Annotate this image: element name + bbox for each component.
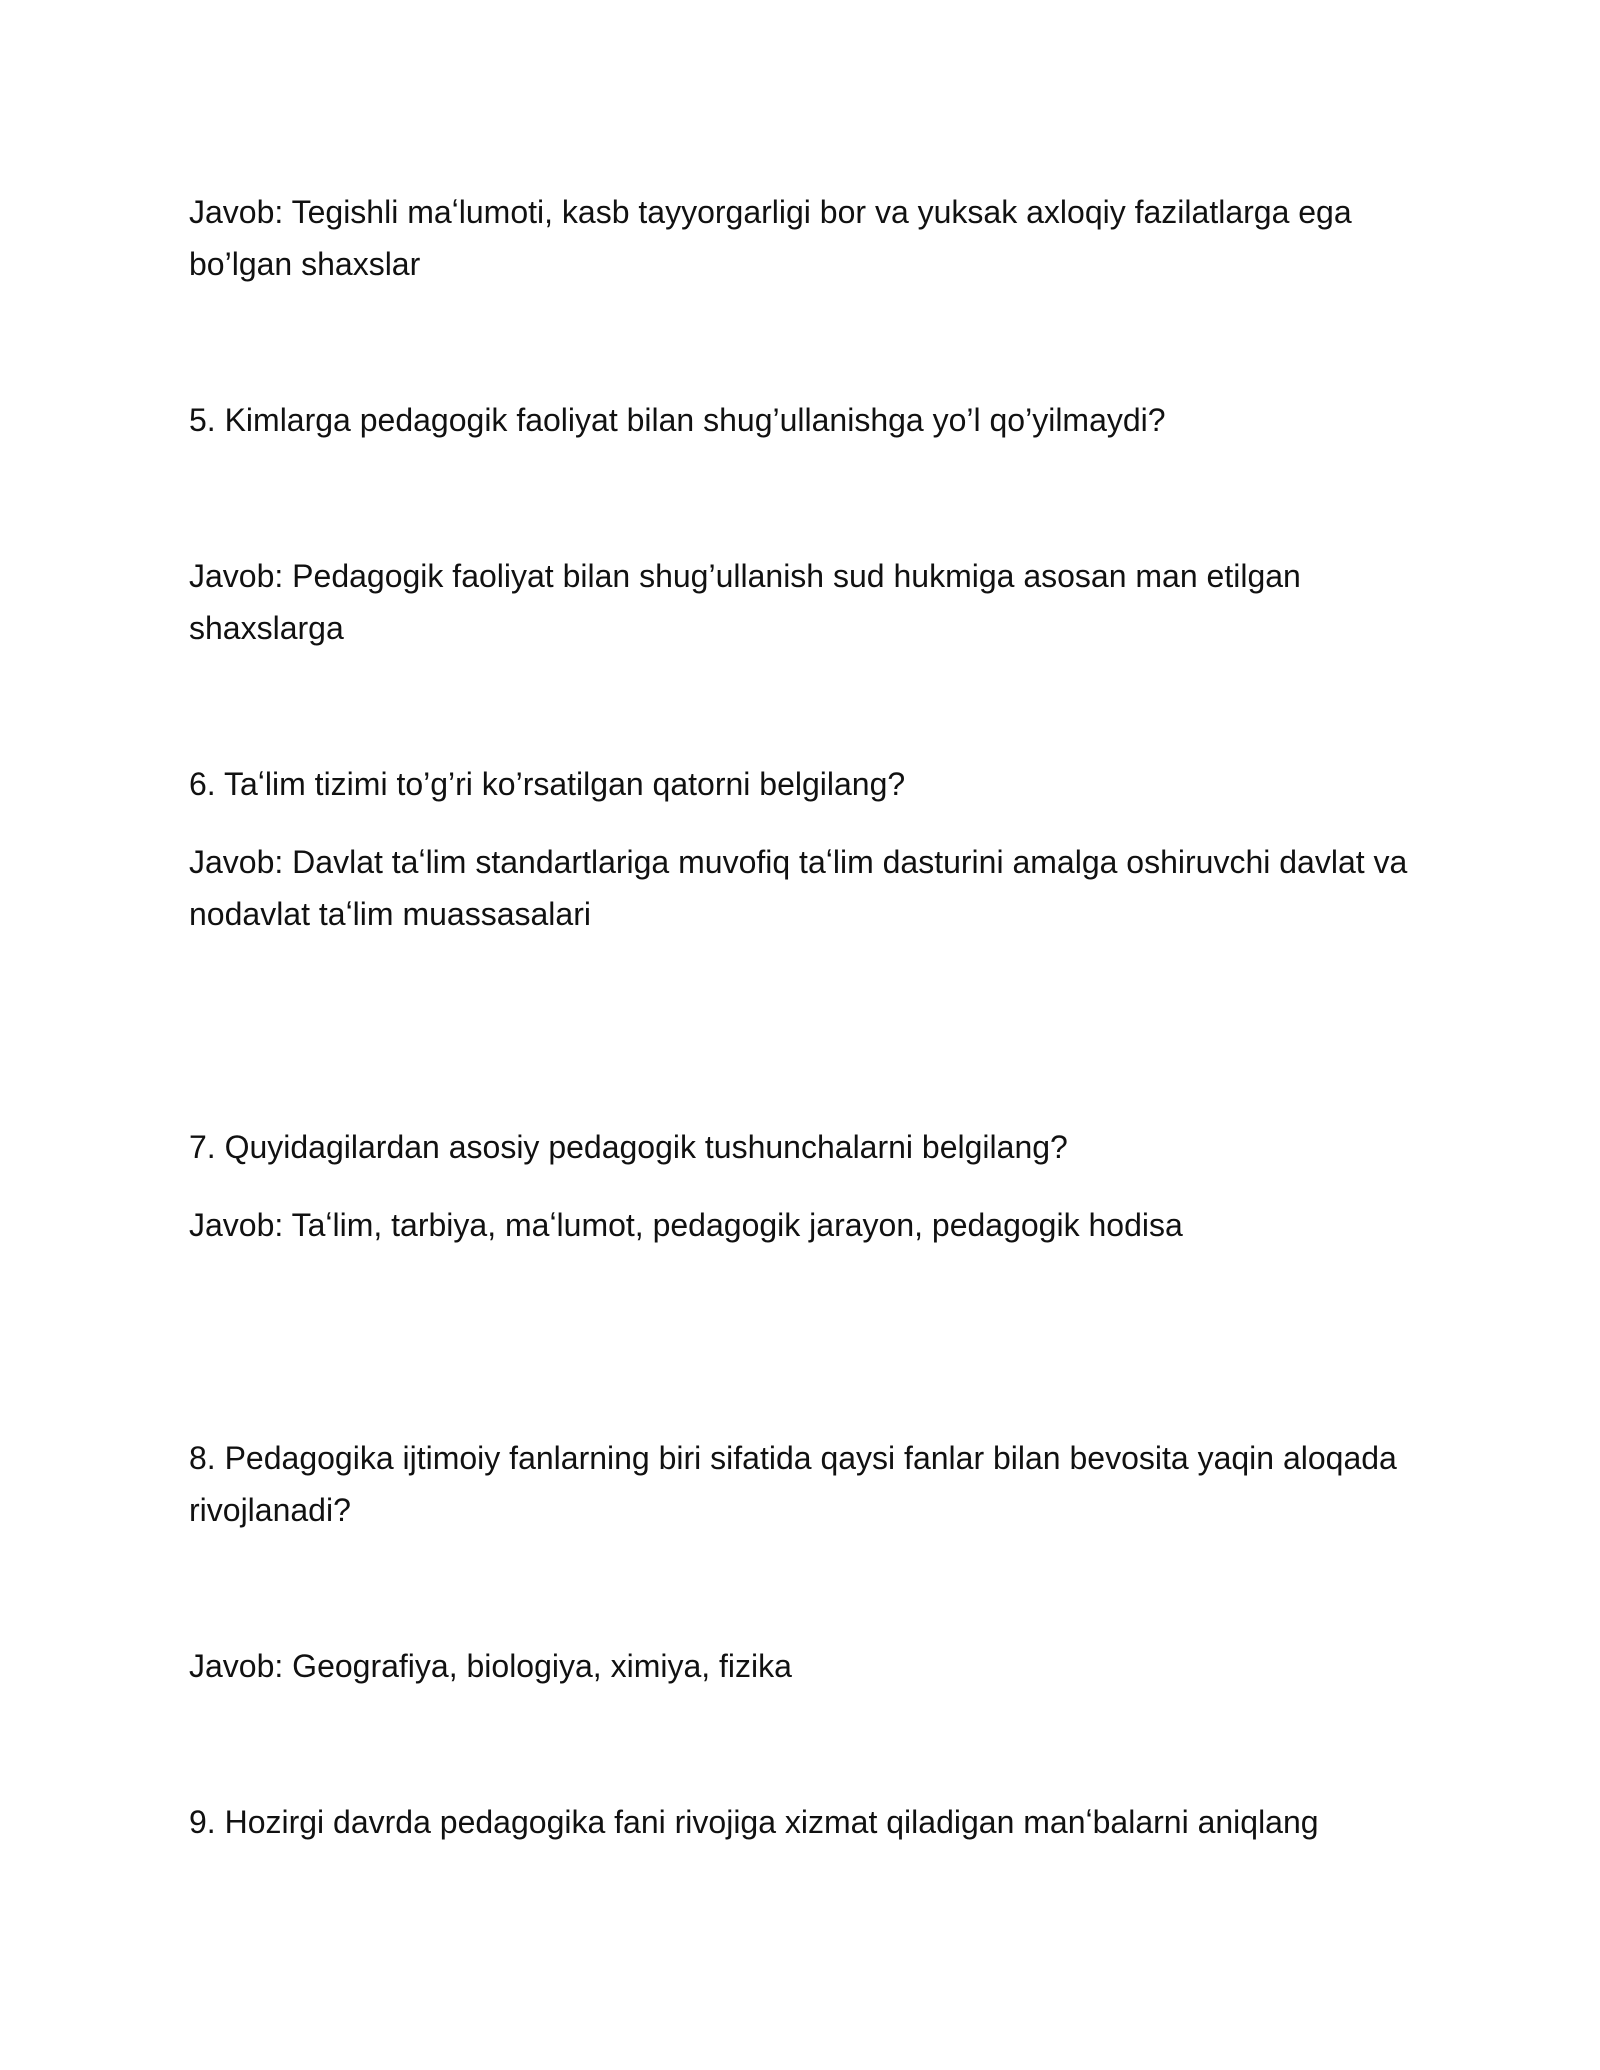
question-8: 8. Pedagogika ijtimoiy fanlarning biri sifatida qaysi fanlar bilan bevosita yaqin aloqada rivojlanadi?	[189, 1440, 1397, 1528]
answer-5: Javob: Pedagogik faoliyat bilan shug’ullanish sud hukmiga asosan man etilgan shaxslarga	[189, 558, 1301, 646]
answer-4: Javob: Tegishli maʻlumoti, kasb tayyorgarligi bor va yuksak axloqiy fazilatlarga ega bo’lgan shaxslar	[189, 194, 1352, 282]
answer-7: Javob: Taʻlim, tarbiya, maʻlumot, pedagogik jarayon, pedagogik hodisa	[189, 1207, 1183, 1243]
question-7: 7. Quyidagilardan asosiy pedagogik tushunchalarni belgilang?	[189, 1129, 1068, 1165]
answer-8: Javob: Geografiya, biologiya, ximiya, fizika	[189, 1648, 792, 1684]
question-9: 9. Hozirgi davrda pedagogika fani rivojiga xizmat qiladigan manʻbalarni aniqlang	[189, 1804, 1319, 1840]
question-5: 5. Kimlarga pedagogik faoliyat bilan shug’ullanishga yo’l qo’yilmaydi?	[189, 402, 1166, 438]
question-6: 6. Taʻlim tizimi to’g’ri ko’rsatilgan qatorni belgilang?	[189, 766, 906, 802]
answer-6: Javob: Davlat taʻlim standartlariga muvofiq taʻlim dasturini amalga oshiruvchi davlat va nodavlat taʻlim muassasalari	[189, 844, 1408, 932]
